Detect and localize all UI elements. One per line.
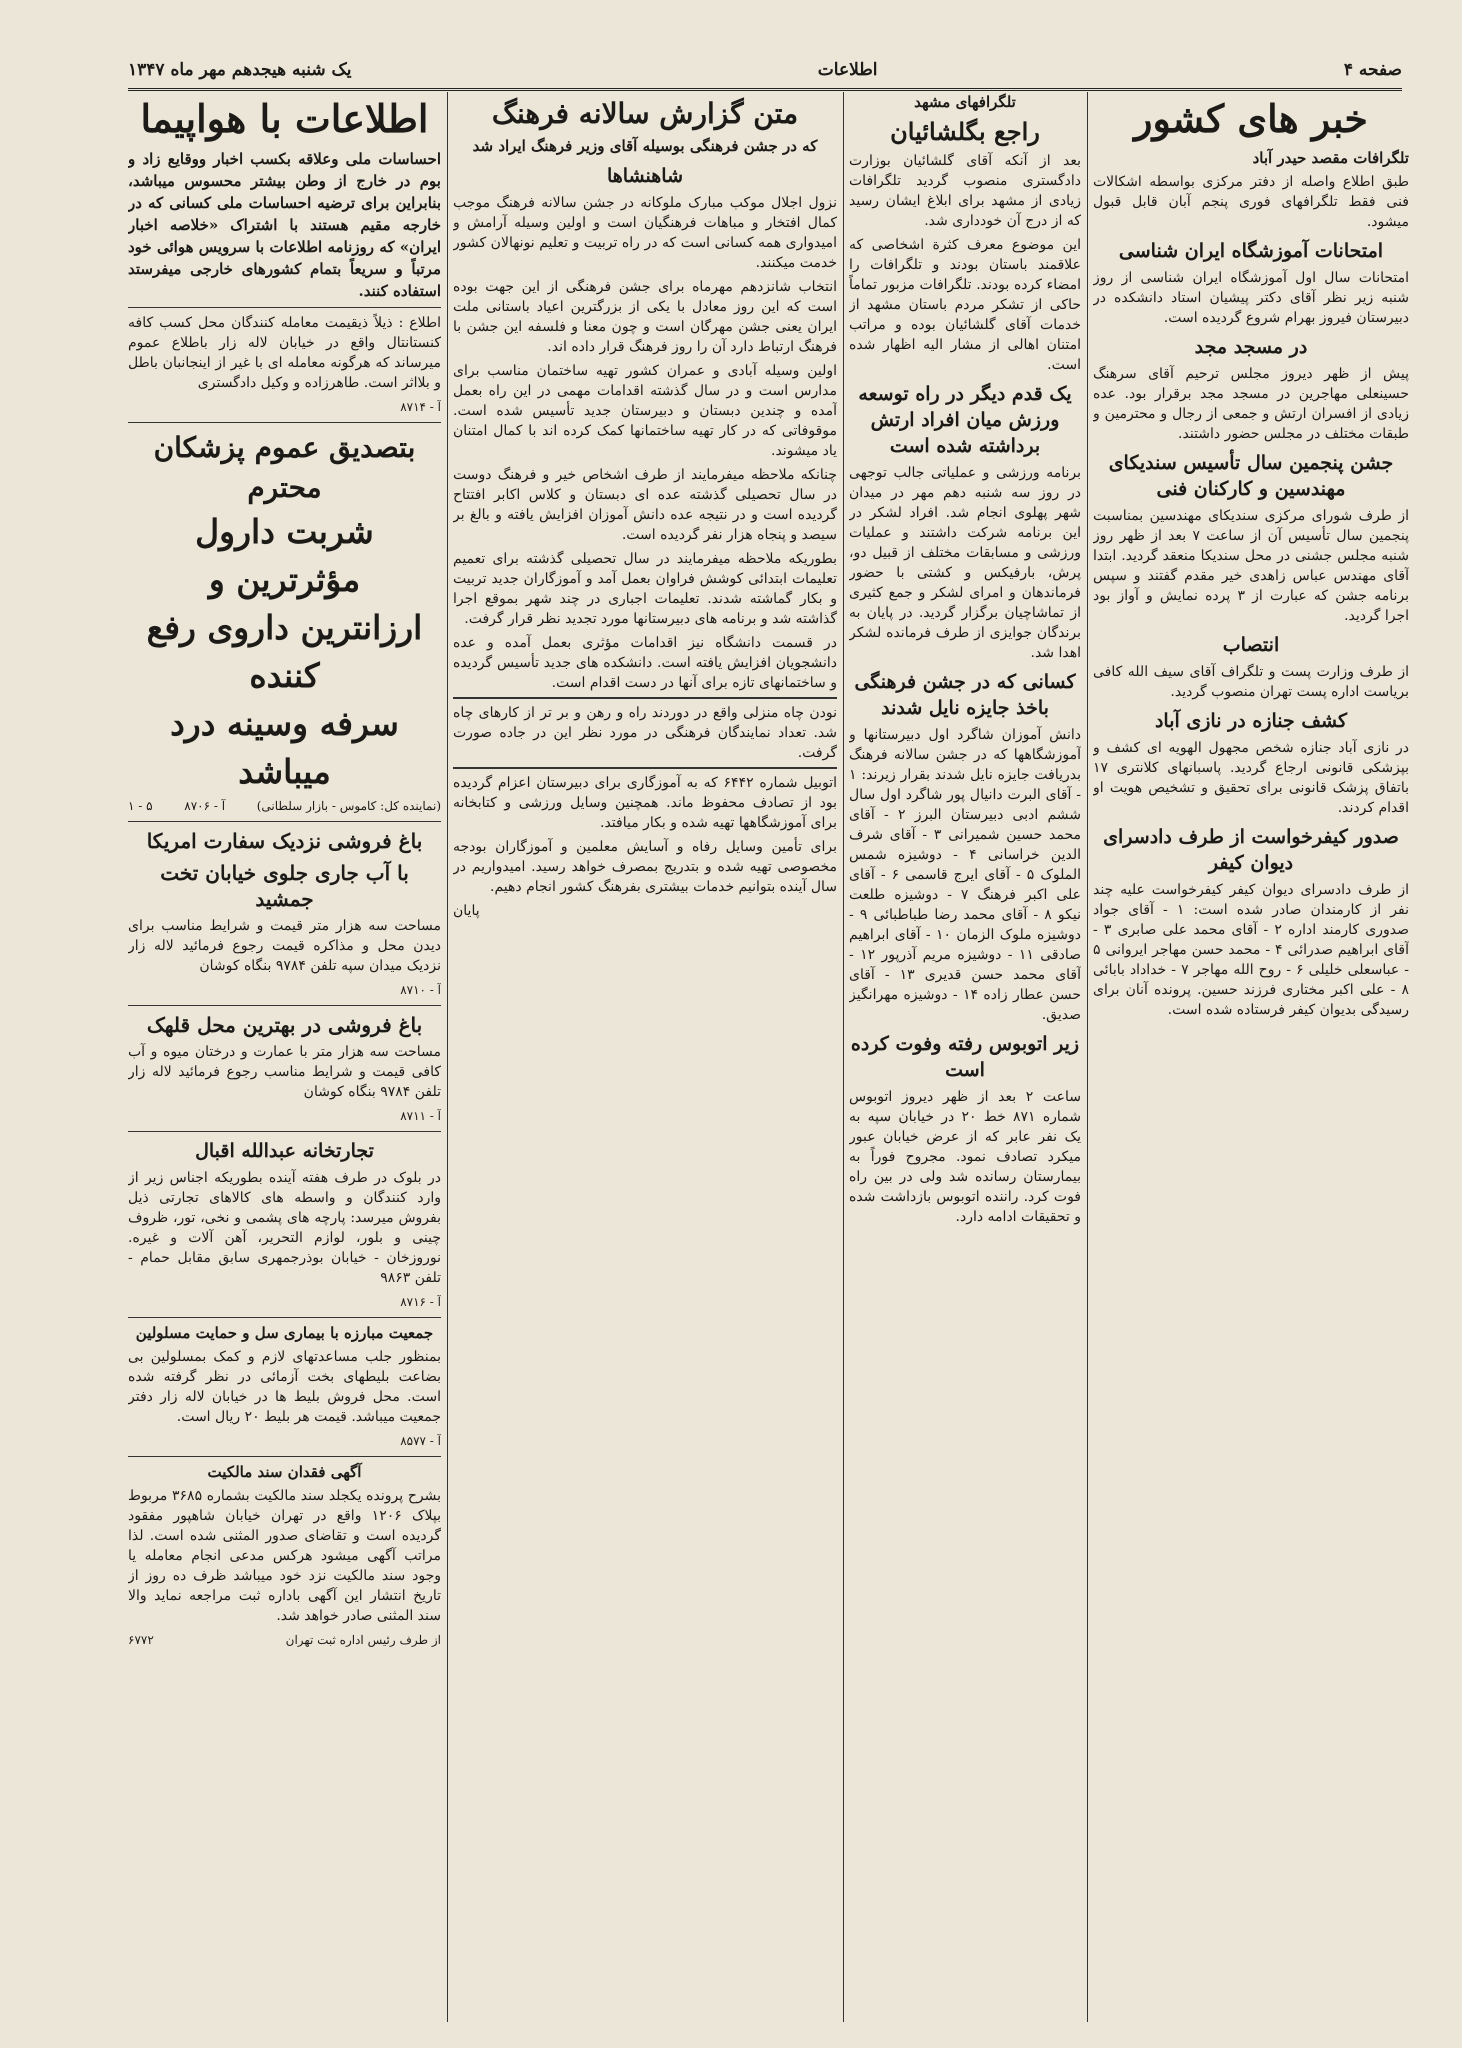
column-ads	[128, 92, 441, 2027]
news-text: از طرف وزارت پست و تلگراف آقای سیف الله کافی بریاست اداره پست تهران منصوب گردید.	[1093, 664, 1409, 700]
report-text: بطوریکه ملاحظه میفرمایند در سال تحصیلی گذشته برای تعمیم تعلیمات ابتدائی کوشش فراوان بعمل آمد و آموزگاران جدید تربیت و بکار گماشته شدند. تعلیمات اجباری در چند شهر بموقع اجرا گذاشته شد و برنامه های دبیرستانها مورد تجدید نظر قرار گرفت.	[453, 551, 837, 627]
news-text: این موضوع معرف کثرة اشخاصی که علاقمند باستان بودند و تلگرافات را امضاء کرده بودند. تلگرافات مزبور تماماً حاکی از تشکر مردم باستان مشهد از خدمات آقای گلشائیان بوده و مراتب امتنان اهالی از مشار الیه اظهار شده است.	[849, 237, 1081, 373]
ad-code: آ - ۸۵۷۷	[400, 1434, 441, 1448]
paper-name: اطلاعات	[817, 60, 878, 80]
report-end: پایان	[453, 903, 480, 919]
column-rule	[447, 92, 448, 2022]
divider	[128, 422, 441, 423]
ad-text: مساحت سه هزار متر با عمارت و درختان میوه و آب کافی قیمت و شرایط مناسب رجوع فرمائید لاله زار تلفن ۹۷۸۴ بنگاه کوشان	[128, 1044, 441, 1100]
news-headline: صدور کیفرخواست از طرف دادسرای دیوان کیفر	[1103, 826, 1399, 874]
news-headline: جشن پنجمین سال تأسیس سندیکای مهندسین و کارکنان فنی	[1108, 452, 1394, 500]
ad-signature: از طرف رئیس اداره ثبت تهران	[285, 1633, 441, 1647]
news-headline: کشف جنازه در نازی آباد	[1154, 710, 1348, 732]
ad-code: آ - ۸۷۱۴	[400, 400, 441, 414]
medicine-ad-line: ارزانترین داروی رفع کننده	[146, 608, 423, 695]
ad-title: جمعیت مبارزه با بیماری سل و حمایت مسلولین	[135, 1324, 434, 1342]
news-text: ساعت ۲ بعد از ظهر دیروز اتوبوس شماره ۸۷۱ خط ۲۰ در خیابان سپه به یک نفر عابر که از عرض خیابان عبور میکرد تصادف نمود. مجروح فوراً به بیمارستان رسانده شد ولی در بین راه فوت کرد. راننده اتوبوس بازداشت شده و تحقیقات ادامه دارد.	[849, 1089, 1081, 1225]
news-headline: یک قدم دیگر در راه توسعه ورزش میان افراد ارتش برداشته شده است	[858, 383, 1072, 457]
ad-title: تجارتخانه عبدالله اقبال	[195, 1140, 374, 1162]
ad-title: آگهی فقدان سند مالکیت	[207, 1463, 362, 1481]
news-text: دانش آموزان شاگرد اول دبیرستانها و آموزشگاهها که در جشن سالانه فرهنگ بدریافت جایزه نایل شدند بقرار زیرند: ۱ - آقای البرت دانیال پور شاگرد اول سال ششم ادبی دبیرستان البرز ۲ - آقای محمد حسین شمیرانی ۳ - آقای شرف الدین خراسانی ۴ - دوشیزه شمس الملوک ۵ - آقای ایرج قاسمی ۶ - آقای علی اکبر فرهنگ ۷ - دوشیزه طلعت نیکو ۸ - آقای محمد رضا طباطبائی ۹ - دوشیزه ملوک الزمان ۱۰ - آقای ابراهیم صادقی ۱۱ - دوشیزه مریم آذرپور ۱۲ - آقای محمد حسن قدیری ۱۳ - آقای حسن عطار زاده ۱۴ - دوشیزه مهرانگیز صدیق.	[849, 727, 1081, 1023]
report-text: در قسمت دانشگاه نیز اقدامات مؤثری بعمل آمده و عده دانشجویان افزایش یافته است. دانشکده های جدید تأسیس گردیده و ساختمانهای تازه برای آنها در دست اقدام است.	[453, 635, 837, 691]
ad-code: ۶۷۷۲	[128, 1633, 154, 1647]
report-subtitle: که در جشن فرهنگی بوسیله آقای وزیر فرهنگ ایراد شد	[472, 137, 818, 155]
ad-title: باغ فروشی در بهترین محل قلهک	[146, 1013, 423, 1037]
report-text: اولین وسیله آبادی و عمران کشور تهیه ساختمان مناسب برای مدارس است و در سال گذشته اقدامات مهمی در این راه بعمل آمده و چندین دبستان و دبیرستان جدید تأسیس شده است. موقوفاتی که در کار تهیه ساختمانها کمک کرده اند با کمال امتنان یاد میشوند.	[453, 363, 837, 459]
news-text: پیش از ظهر دیروز مجلس ترحیم آقای سرهنگ حسینعلی مهاجرین در مسجد مجد برقرار بود. عده زیادی از افسران ارتش و جمعی از رجال و محترمین و طبقات مختلف در مجلس حضور داشتند.	[1093, 366, 1409, 442]
column-rule	[843, 92, 844, 2022]
ad-code: آ - ۸۷۱۰	[400, 983, 441, 997]
news-text: در نازی آباد جنازه شخص مجهول الهویه ای کشف و بپزشکی قانونی ارجاع گردید. پاسبانهای کلانتری ۱۷ باتفاق پزشک قانونی برای تحقیق و تشخیص هویت او اقدام کردند.	[1093, 740, 1409, 816]
ad-code: آ - ۸۷۱۶	[400, 1295, 441, 1309]
news-text: طبق اطلاع واصله از دفتر مرکزی بواسطه اشکالات فنی فقط تلگرافهای فوری پنجم آبان قابل قبول میشود.	[1093, 174, 1409, 230]
report-text: برای تأمین وسایل رفاه و آسایش معلمین و آموزگاران بودجه مخصوصی تهیه شده و بتدریج بمصرف خواهد رسید. امیدواریم در سال آینده بتوانیم خدمات بیشتری بفرهنگ کشور انجام دهیم.	[453, 839, 837, 895]
column-rule	[1087, 92, 1088, 2022]
ad-footer	[128, 397, 441, 417]
ad-text: در بلوک در طرف هفته آینده بطوریکه اجناس زیر از وارد کنندگان و واسطه های کالاهای تجارتی ذیل بفروش میرسد: پارچه های پشمی و نخی، تور، ظروف چینی و بلور، لوازم التحریر، آهن آلات و غیره. نوروزخان - خیابان بوذرجمهری سابق مقابل حمام - تلفن ۹۸۶۳	[128, 1170, 441, 1286]
ad-footer	[128, 1106, 441, 1126]
column-telegrams	[849, 92, 1081, 2027]
news-headline: امتحانات آموزشگاه ایران شناسی	[1118, 240, 1384, 262]
section-title-2: راجع بگلشائیان	[890, 117, 1040, 146]
report-text: انتخاب شانزدهم مهرماه برای جشن فرهنگی از این جهت بوده است که این روز معادل با یکی از بزرگترین اعیاد باستانی ملت ایران یعنی جشن مهرگان است و چون معنا و فلسفه این جشن با فرهنگ ارتباط دارد آن را روز فرهنگ قرار داده اند.	[453, 279, 837, 355]
ad-text: بشرح پرونده یکجلد سند مالکیت بشماره ۳۶۸۵ مربوط بپلاک ۱۲۰۶ واقع در تهران خیابان شاهپور مفقود گردیده است و تقاضای صدور المثنی شده است. لذا مراتب آگهی میشود هرکس مدعی انجام معامله یا وجود سند مالکیت نزد خود میباشد ظرف ده روز از تاریخ انتشار این آگهی باداره ثبت مراجعه نماید والا سند المثنی صادر خواهد شد.	[128, 1488, 441, 1624]
news-headline: کسانی که در جشن فرهنگی باخذ جایزه نایل شدند	[854, 671, 1076, 719]
report-text: چنانکه ملاحظه میفرمایند از طرف اشخاص خیر و فرهنگ دوست در سال تحصیلی گذشته عده ای دبستان و کلاس اکابر افتتاح گردیده است و در نتیجه عده دانش آموزان افزایش یافته و بالغ بر سیصد و پنجاه هزار نفر گردیده است.	[453, 467, 837, 543]
ad-code: آ - ۸۷۱۱	[400, 1109, 441, 1123]
report-text: اتوبیل شماره ۶۴۴۲ که به آموزگاری برای دبیرستان اعزام گردیده بود از تصادف محفوظ ماند. همچنین وسایل ورزشی و کتابخانه برای آموزشگاهها تهیه شده و بکار میافتد.	[453, 775, 837, 831]
column-news	[1093, 92, 1409, 2027]
column-report	[453, 92, 837, 2027]
page-header	[128, 52, 1402, 91]
news-text: از طرف شورای مرکزی سندیکای مهندسین بمناسبت پنجمین سال تأسیس آن از ساعت ۷ بعد از ظهر روز شنبه مجلس جشنی در محل سندیکا منعقد گردید. ابتدا آقای مهندس عباس زاهدی خیر مقدم گفتند و سپس برنامه جشن که عبارت از ۳ پرده نمایش و آواز بود اجرا گردید.	[1093, 508, 1409, 624]
ad-code-2: ۵ - ۱	[128, 799, 153, 813]
report-box: نودن چاه منزلی واقع در دوردند راه و رهن و بر تر از کارهای چاه شد. تعداد نمایندگان فرهنگی در مورد نظر این در جاده صورت گرفت.	[453, 697, 837, 769]
divider	[128, 1317, 441, 1318]
news-text: بعد از آنکه آقای گلشائیان بوزارت دادگستری منصوب گردید تلگرافات زیادی از مشهد برای ابلاغ ایشان رسید که از درج آن خودداری شد.	[849, 153, 1081, 229]
ad-footer	[128, 1431, 441, 1451]
section-title: تلگرافهای مشهد	[914, 93, 1016, 111]
promo-text: احساسات ملی وعلاقه بکسب اخبار ووقایع زاد و بوم در خارج از وطن بیشتر محسوس میباشد، بنابراین برای ترضیه احساسات ملی کسانی که در خارجه مقیم هستند با اشتراک «خلاصه اخبار ایران» که روزنامه اطلاعات با سرویس هوائی خود مرتباً و سریعاً بتمام کشورهای خارجی میفرستد استفاده کنند.	[128, 150, 441, 300]
news-headline: زیر اتوبوس رفته وفوت کرده است	[850, 1033, 1080, 1081]
page-number: صفحه ۴	[1343, 60, 1402, 80]
ad-text: بمنظور جلب مساعدتهای لازم و کمک بمسلولین بی بضاعت بلیطهای بخت آزمائی در نظر گرفته شده است. محل فروش بلیط ها در خیابان لاله زار دفتر جمعیت میباشد. قیمت هر بلیط ۲۰ ریال است.	[128, 1349, 441, 1425]
ad-title: باغ فروشی نزدیک سفارت امریکا	[146, 829, 423, 853]
ad-agent: (نماینده کل: کاموس - بازار سلطانی)	[256, 799, 441, 813]
ad-footer	[128, 980, 441, 1000]
ad-text: مساحت سه هزار متر قیمت و شرایط مناسب برای دیدن محل و مذاکره قیمت رجوع فرمائید لاله زار نزدیک میدان سپه تلفن ۹۷۸۴ بنگاه کوشان	[128, 918, 441, 974]
ad-text: اطلاع : ذیلاً ذیقیمت معامله کنندگان محل کسب کافه کنستانتال واقع در خیابان لاله زار باطلاع عموم میرساند که هرگونه معامله ای با غیر از اینجانبان باطل و بلااثر است. طاهرزاده و وکیل دادگستری	[128, 315, 441, 391]
news-headline: تلگرافات مقصد حیدر آباد	[1252, 149, 1409, 167]
ad-code: آ - ۸۷۰۶	[184, 799, 226, 813]
medicine-ad-line: بتصدیق عموم پزشکان محترم	[153, 431, 416, 504]
divider	[128, 1456, 441, 1457]
ad-footer	[128, 1630, 441, 1650]
report-salutation: شاهنشاها	[606, 165, 683, 187]
issue-date: یک شنبه هیجدهم مهر ماه ۱۳۴۷	[128, 60, 352, 80]
news-text: از طرف دادسرای دیوان کیفر کیفرخواست علیه چند نفر از کارمندان صادر شده است: ۱ - آقای جواد صدوری کارمند اداره ۲ - آقای محمد علی صابری ۳ - آقای ابراهیم صدرائی ۴ - محمد حسن مهاجر ایروانی ۵ - عباسعلی خلیلی ۶ - روح الله مهاجر ۷ - خداداد بابائی ۸ - علی اکبر مختاری فرزند حسین. پرونده آنان برای رسیدگی بدیوان کیفر فرستاده شده است.	[1093, 882, 1409, 1018]
section-title: اطلاعات با هواپیما	[140, 96, 429, 141]
divider	[128, 1131, 441, 1132]
ad-footer	[128, 1292, 441, 1312]
report-text: نزول اجلال موکب مبارک ملوکانه در جشن سالانه فرهنگ موجب کمال افتخار و مباهات فرهنگیان است و اولین وسیله آرامش و امیدواری همه کسانی است که در راه تربیت و تعلیم نونهالان کشور خدمت میکنند.	[453, 195, 837, 271]
divider	[128, 307, 441, 308]
medicine-ad-line: شربت دارول مؤثرترین و	[195, 512, 374, 599]
ad-footer	[128, 796, 441, 816]
section-title: متن گزارش سالانه فرهنگ	[491, 97, 799, 130]
section-title: خبر های کشور	[1134, 96, 1368, 141]
divider	[128, 821, 441, 822]
news-headline: انتصاب	[1222, 634, 1280, 656]
news-text: برنامه ورزشی و عملیاتی جالب توجهی در روز سه شنبه دهم مهر در میدان شهر پهلوی انجام شد. افراد لشکر در این برنامه شرکت داشتند و عملیات ورزشی و مسابقات مختلف از قبیل دو، پرش، بارفیکس و کشتی با حضور فرماندهان و امرای لشکر و جمع کثیری از تماشاچیان برگزار گردید. در پایان به برندگان جوایزی از طرف فرمانده لشکر اهدا شد.	[849, 465, 1081, 661]
news-headline: در مسجد مجد	[1194, 336, 1308, 358]
ad-title-2: با آب جاری جلوی خیابان تخت جمشید	[160, 861, 409, 911]
divider	[128, 1005, 441, 1006]
news-text: امتحانات سال اول آموزشگاه ایران شناسی از روز شنبه زیر نظر آقای دکتر پیشیان استاد دانشکده در دبیرستان فیروز بهرام شروع گردیده است.	[1093, 270, 1409, 326]
medicine-ad-line: سرفه وسینه درد میباشد	[170, 704, 399, 791]
